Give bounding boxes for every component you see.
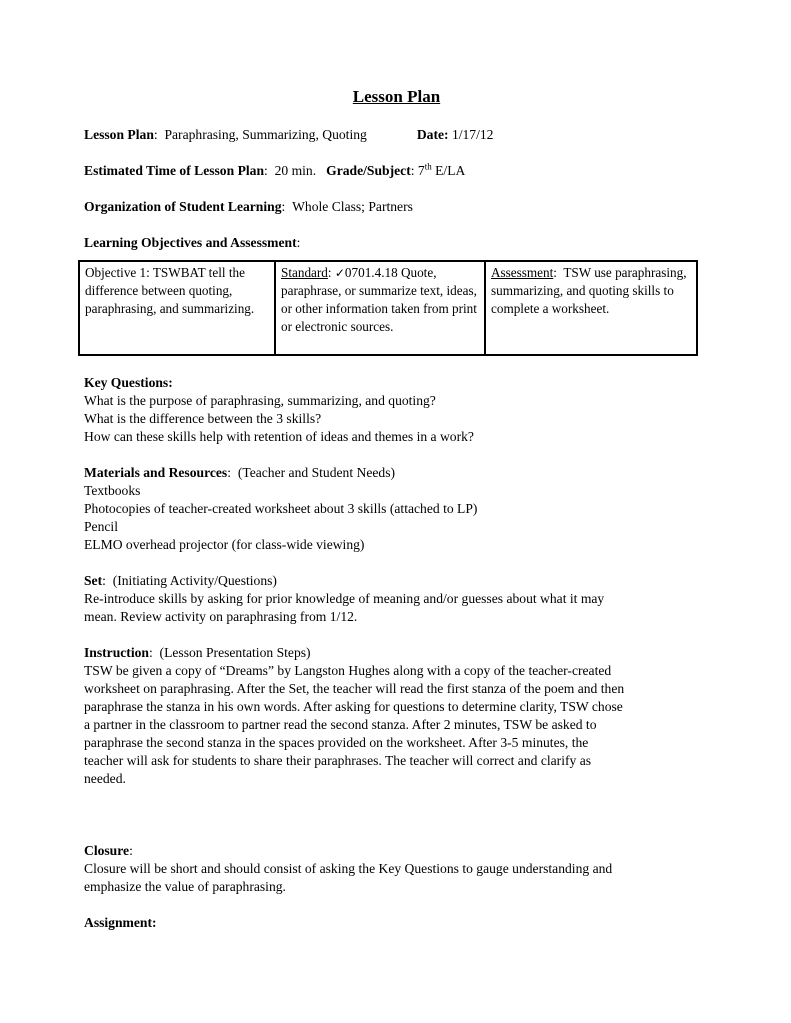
time-label: Estimated Time of Lesson Plan bbox=[84, 163, 265, 178]
instruction-line-2: worksheet on paraphrasing. After the Set, the teacher will read the first stanza of the poem and then bbox=[84, 681, 625, 696]
grade-subject: E/LA bbox=[435, 163, 466, 178]
materials-heading: Materials and Resources: (Teacher and Student Needs) bbox=[84, 465, 396, 480]
key-question-1: What is the purpose of paraphrasing, summarizing, and quoting? bbox=[84, 393, 436, 408]
key-question-2: What is the difference between the 3 skills? bbox=[84, 411, 322, 426]
lesson-plan-label: Lesson Plan bbox=[84, 127, 154, 142]
objectives-heading: Learning Objectives and Assessment: bbox=[84, 235, 301, 250]
set-line-1: Re-introduce skills by asking for prior knowledge of meaning and/or guesses about what it may bbox=[84, 591, 605, 606]
instruction-line-5: paraphrase the second stanza in the spaces provided on the worksheet. After 3-5 minutes, the bbox=[84, 735, 589, 750]
organization-label: Organization of Student Learning bbox=[84, 199, 282, 214]
standard-text: 0701.4.18 Quote, paraphrase, or summarize text, ideas, or other information taken from print or electronic sources. bbox=[281, 265, 477, 334]
set-line-2: mean. Review activity on paraphrasing from 1/12. bbox=[84, 609, 358, 624]
objectives-label: Learning Objectives and Assessment bbox=[84, 235, 297, 250]
key-question-3: How can these skills help with retention of ideas and themes in a work? bbox=[84, 429, 474, 444]
instruction-label: Instruction bbox=[84, 645, 149, 660]
key-questions-label: Key Questions: bbox=[84, 375, 173, 390]
page-title: Lesson Plan bbox=[352, 87, 441, 106]
instruction-line-4: a partner in the classroom to partner read the second stanza. After 2 minutes, TSW be asked to bbox=[84, 717, 597, 732]
instruction-line-6: teacher will ask for students to share their paraphrases. The teacher will correct and clarify as bbox=[84, 753, 592, 768]
instruction-line-7: needed. bbox=[84, 771, 126, 786]
set-heading: Set: (Initiating Activity/Questions) bbox=[84, 573, 277, 588]
grade-number: 7 bbox=[417, 163, 425, 178]
instruction-line-3: paraphrase the stanza in his own words. After asking for questions to determine clarity, TSW chose bbox=[84, 699, 623, 714]
material-item-4: ELMO overhead projector (for class-wide viewing) bbox=[84, 537, 365, 552]
materials-note: (Teacher and Student Needs) bbox=[237, 465, 396, 480]
date-value: 1/17/12 bbox=[451, 127, 494, 142]
lesson-plan-document bbox=[84, 86, 709, 932]
assessment-label: Assessment bbox=[491, 265, 554, 280]
organization-value: Whole Class; Partners bbox=[292, 199, 413, 214]
time-value: 20 min. bbox=[274, 163, 317, 178]
grade-suffix: th bbox=[424, 161, 432, 172]
material-item-1: Textbooks bbox=[84, 483, 141, 498]
instruction-line-1: TSW be given a copy of “Dreams” by Langston Hughes along with a copy of the teacher-created bbox=[84, 663, 612, 678]
date-label: Date: bbox=[416, 127, 449, 142]
closure-line-2: emphasize the value of paraphrasing. bbox=[84, 879, 286, 894]
closure-heading: Closure: bbox=[84, 843, 133, 858]
standard-label: Standard bbox=[281, 265, 328, 280]
lesson-plan-line: Lesson Plan: Paraphrasing, Summarizing, Quoting Date: 1/17/12 bbox=[84, 127, 494, 142]
instruction-heading: Instruction: (Lesson Presentation Steps) bbox=[84, 645, 311, 660]
grade-label: Grade/Subject bbox=[326, 163, 411, 178]
closure-label: Closure bbox=[84, 843, 130, 858]
objective-text: Objective 1: TSWBAT tell the difference between quoting, paraphrasing, and summarizing. bbox=[85, 265, 255, 316]
closure-line-1: Closure will be short and should consist of asking the Key Questions to gauge understanding and bbox=[84, 861, 613, 876]
material-item-3: Pencil bbox=[84, 519, 118, 534]
objectives-table bbox=[78, 260, 698, 356]
assessment-text: TSW use paraphrasing, summarizing, and quoting skills to complete a worksheet. bbox=[491, 265, 687, 316]
assessment-cell: Assessment: TSW use paraphrasing, summarizing, and quoting skills to complete a worksheet. bbox=[485, 261, 697, 355]
organization-line: Organization of Student Learning: Whole Class; Partners bbox=[84, 199, 413, 214]
table-row bbox=[79, 261, 697, 355]
standard-cell: Standard: ✓0701.4.18 Quote, paraphrase, or summarize text, ideas, or other information taken from print or electronic sources. bbox=[275, 261, 485, 355]
materials-label: Materials and Resources bbox=[84, 465, 228, 480]
instruction-note: (Lesson Presentation Steps) bbox=[159, 645, 311, 660]
objective-cell bbox=[79, 261, 275, 355]
checkmark-icon: ✓ bbox=[334, 266, 345, 280]
assignment-label: Assignment: bbox=[84, 915, 157, 930]
set-note: (Initiating Activity/Questions) bbox=[112, 573, 277, 588]
material-item-2: Photocopies of teacher-created worksheet about 3 skills (attached to LP) bbox=[84, 501, 478, 516]
time-grade-line: Estimated Time of Lesson Plan: 20 min. Grade/Subject: 7th E/LA bbox=[84, 161, 466, 178]
set-label: Set bbox=[84, 573, 103, 588]
lesson-plan-value: Paraphrasing, Summarizing, Quoting bbox=[164, 127, 367, 142]
